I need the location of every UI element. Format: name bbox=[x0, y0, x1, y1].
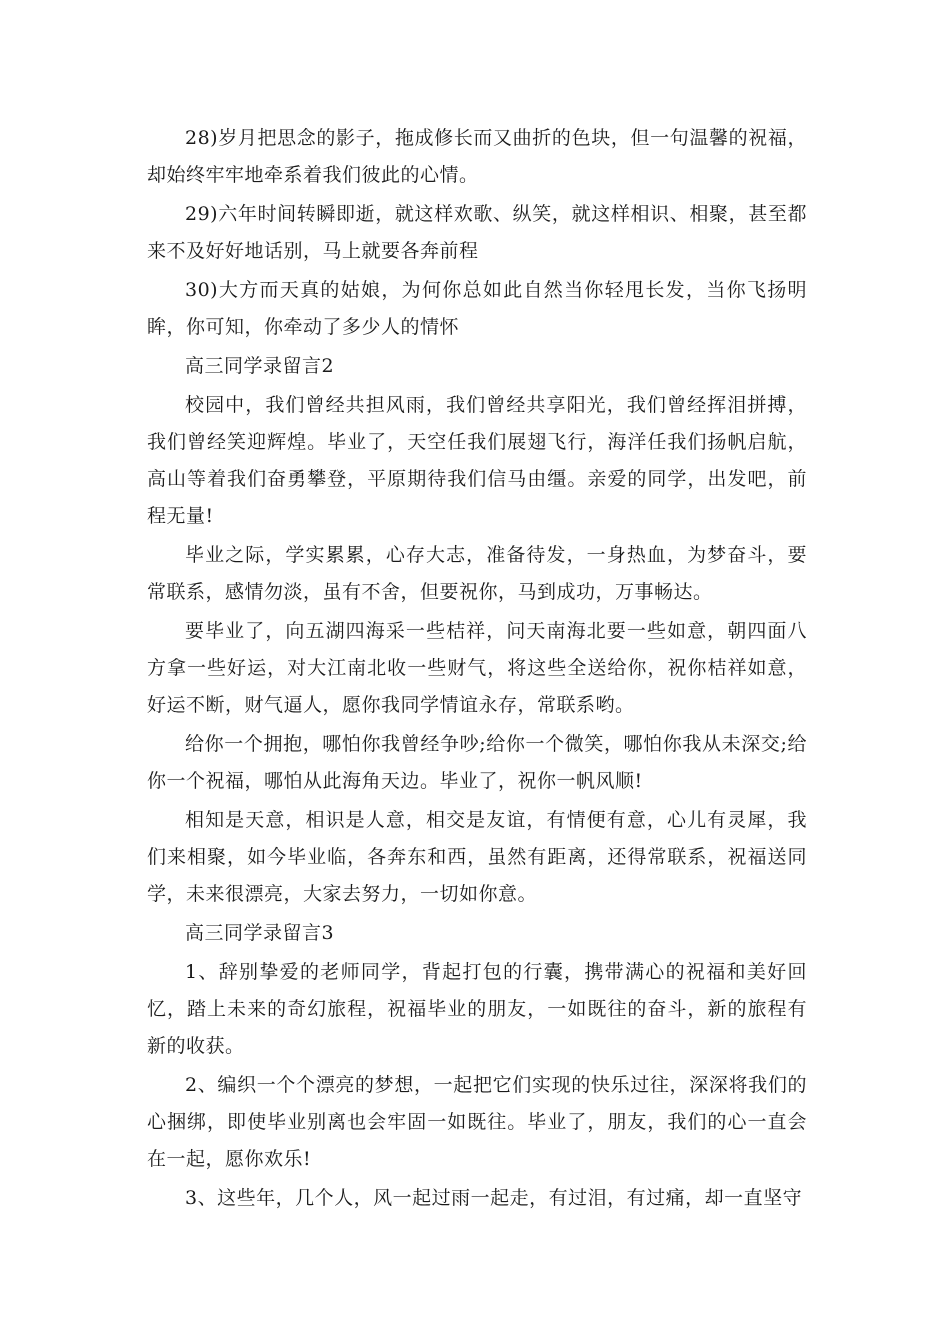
paragraph-item-1: 1、辞别挚爱的老师同学，背起打包的行囊，携带满心的祝福和美好回忆，踏上未来的奇幻旅程，祝福毕业的朋友，一如既往的奋斗，新的旅程有新的收获。 bbox=[147, 961, 807, 1057]
paragraph-item-3: 3、这些年，几个人，风一起过雨一起走，有过泪，有过痛，却一直坚守 bbox=[185, 1187, 803, 1209]
paragraph-30: 30)大方而天真的姑娘，为何你总如此自然当你轻甩长发，当你飞扬明眸，你可知，你牵动了多少人的情怀 bbox=[147, 279, 807, 338]
paragraph-hug: 给你一个拥抱，哪怕你我曾经争吵;给你一个微笑，哪怕你我从未深交;给你一个祝福，哪怕从此海角天边。毕业了，祝你一帆风顺! bbox=[147, 733, 807, 792]
paragraph-campus: 校园中，我们曾经共担风雨，我们曾经共享阳光，我们曾经挥泪拼搏，我们曾经笑迎辉煌。毕业了，天空任我们展翅飞行，海洋任我们扬帆启航，高山等着我们奋勇攀登，平原期待我们信马由缰。亲爱的同学，出发吧，前程无量! bbox=[147, 394, 807, 527]
paragraph-28: 28)岁月把思念的影子，拖成修长而又曲折的色块，但一句温馨的祝福，却始终牢牢地牵系着我们彼此的心情。 bbox=[147, 127, 807, 186]
section-heading-2: 高三同学录留言2 bbox=[185, 355, 335, 377]
paragraph-friendship: 相知是天意，相识是人意，相交是友谊，有情便有意，心儿有灵犀，我们来相聚，如今毕业临，各奔东和西，虽然有距离，还得常联系，祝福送同学，未来很漂亮，大家去努力，一切如你意。 bbox=[147, 809, 807, 905]
paragraph-item-2: 2、编织一个个漂亮的梦想，一起把它们实现的快乐过往，深深将我们的心捆绑，即使毕业别离也会牢固一如既往。毕业了，朋友，我们的心一直会在一起，愿你欢乐! bbox=[147, 1074, 807, 1170]
paragraph-29: 29)六年时间转瞬即逝，就这样欢歌、纵笑，就这样相识、相聚，甚至都来不及好好地话别，马上就要各奔前程 bbox=[147, 203, 807, 262]
section-heading-3: 高三同学录留言3 bbox=[185, 922, 335, 944]
paragraph-graduation: 毕业之际，学实累累，心存大志，准备待发，一身热血，为梦奋斗，要常联系，感情勿淡，虽有不舍，但要祝你，马到成功，万事畅达。 bbox=[147, 544, 807, 603]
paragraph-luck: 要毕业了，向五湖四海采一些桔祥，问天南海北要一些如意，朝四面八方拿一些好运，对大江南北收一些财气，将这些全送给你，祝你桔祥如意，好运不断，财气逼人，愿你我同学情谊永存，常联系哟。 bbox=[147, 620, 807, 716]
document-body bbox=[147, 120, 807, 1219]
